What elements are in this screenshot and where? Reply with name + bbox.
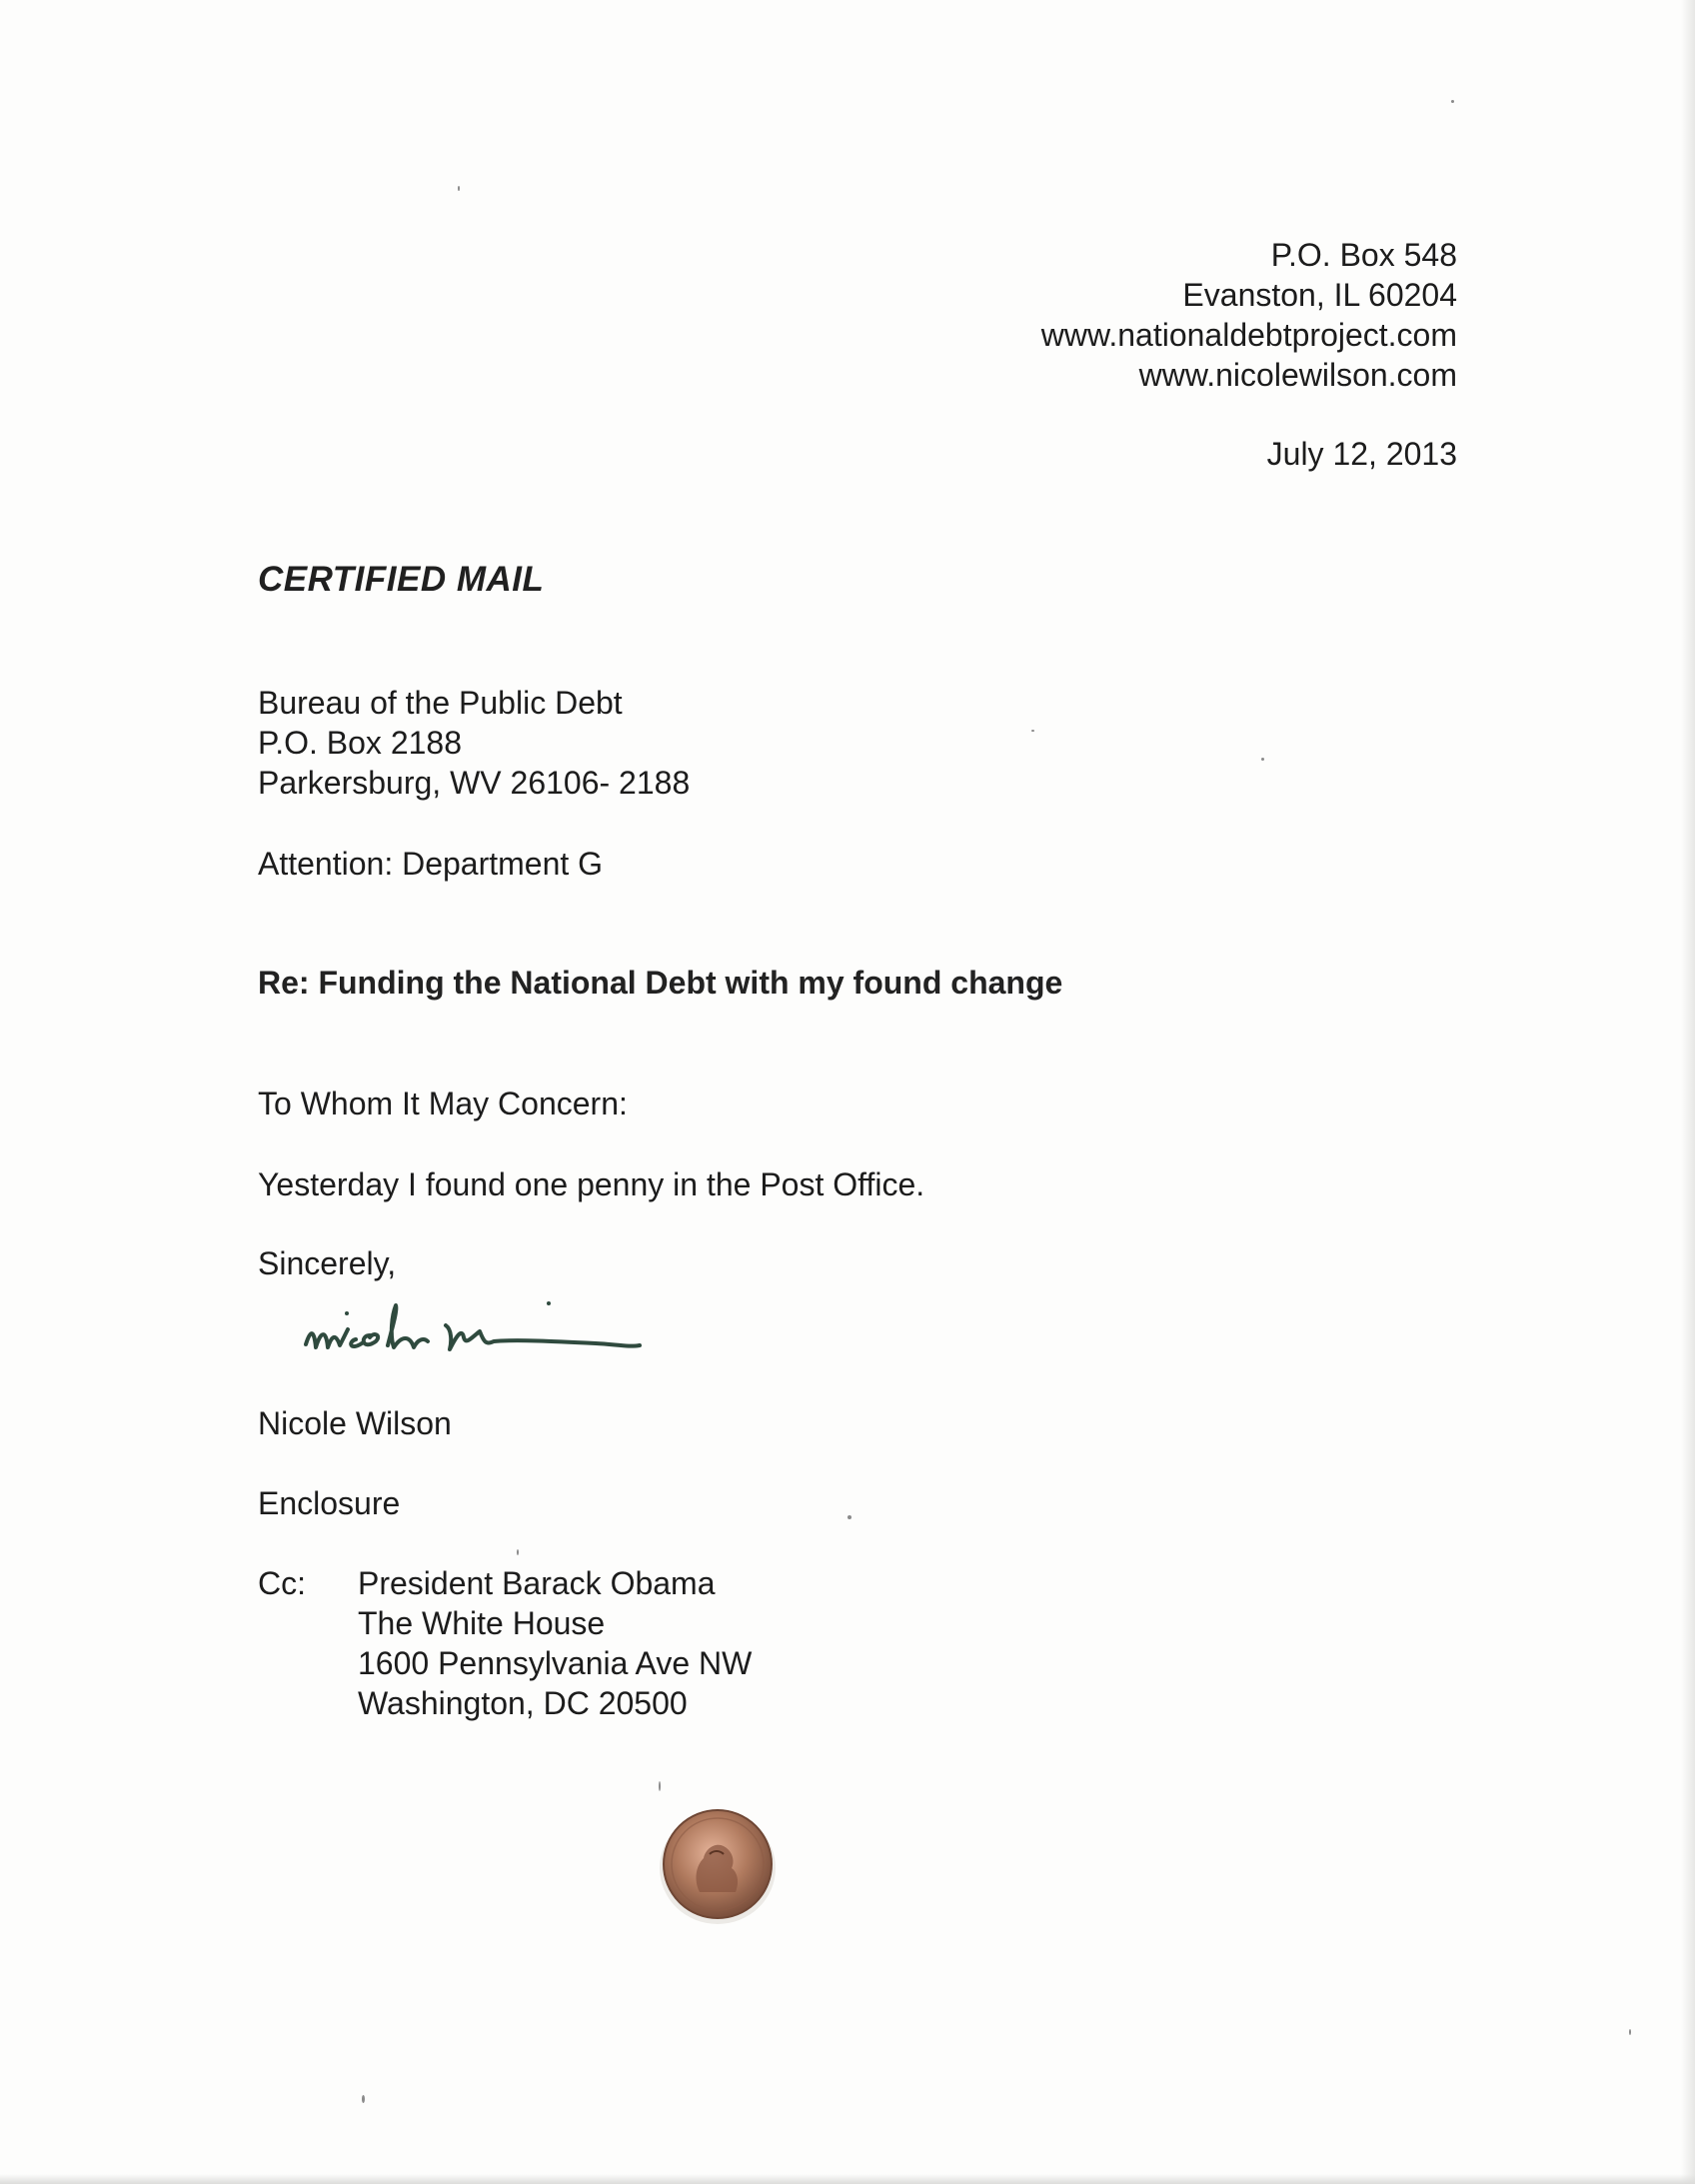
subject-line: Re: Funding the National Debt with my found change xyxy=(258,965,1063,1001)
scan-edge xyxy=(0,2174,1695,2184)
signature-image xyxy=(296,1289,736,1369)
scan-speck xyxy=(659,1781,661,1791)
scan-speck xyxy=(1629,2029,1631,2035)
enclosure-note: Enclosure xyxy=(258,1485,401,1521)
salutation: To Whom It May Concern: xyxy=(258,1086,628,1121)
sender-line: www.nationaldebtproject.com xyxy=(1040,317,1457,353)
cc-line: Washington, DC 20500 xyxy=(358,1685,688,1721)
closing: Sincerely, xyxy=(258,1245,397,1281)
cc-line: 1600 Pennsylvania Ave NW xyxy=(358,1645,753,1681)
penny-icon xyxy=(658,1804,778,1924)
scan-speck xyxy=(458,186,460,191)
sender-line: P.O. Box 548 xyxy=(1270,237,1457,273)
scan-speck xyxy=(1031,730,1034,732)
attention-line: Attention: Department G xyxy=(258,846,604,882)
scan-edge xyxy=(1681,0,1695,2184)
body-text: Yesterday I found one penny in the Post Office. xyxy=(258,1166,925,1202)
sender-line: Evanston, IL 60204 xyxy=(1182,277,1457,313)
scan-speck xyxy=(1261,758,1264,761)
sender-line: www.nicolewilson.com xyxy=(1138,357,1457,393)
certified-mail-heading: CERTIFIED MAIL xyxy=(258,560,545,599)
recipient-line: Bureau of the Public Debt xyxy=(258,685,623,721)
signer-name: Nicole Wilson xyxy=(258,1405,452,1441)
cc-line: President Barack Obama xyxy=(358,1565,716,1601)
cc-line: The White House xyxy=(358,1605,606,1641)
letter-date: July 12, 2013 xyxy=(1266,436,1457,472)
recipient-line: P.O. Box 2188 xyxy=(258,725,462,761)
scan-speck xyxy=(848,1515,851,1519)
scan-speck xyxy=(1451,100,1454,103)
sender-address xyxy=(758,235,1457,395)
scan-speck xyxy=(362,2095,365,2103)
cc-address xyxy=(358,1563,752,1723)
cc-label: Cc: xyxy=(258,1565,306,1601)
recipient-address xyxy=(258,683,690,803)
recipient-line: Parkersburg, WV 26106- 2188 xyxy=(258,765,691,801)
scan-speck xyxy=(517,1549,519,1555)
